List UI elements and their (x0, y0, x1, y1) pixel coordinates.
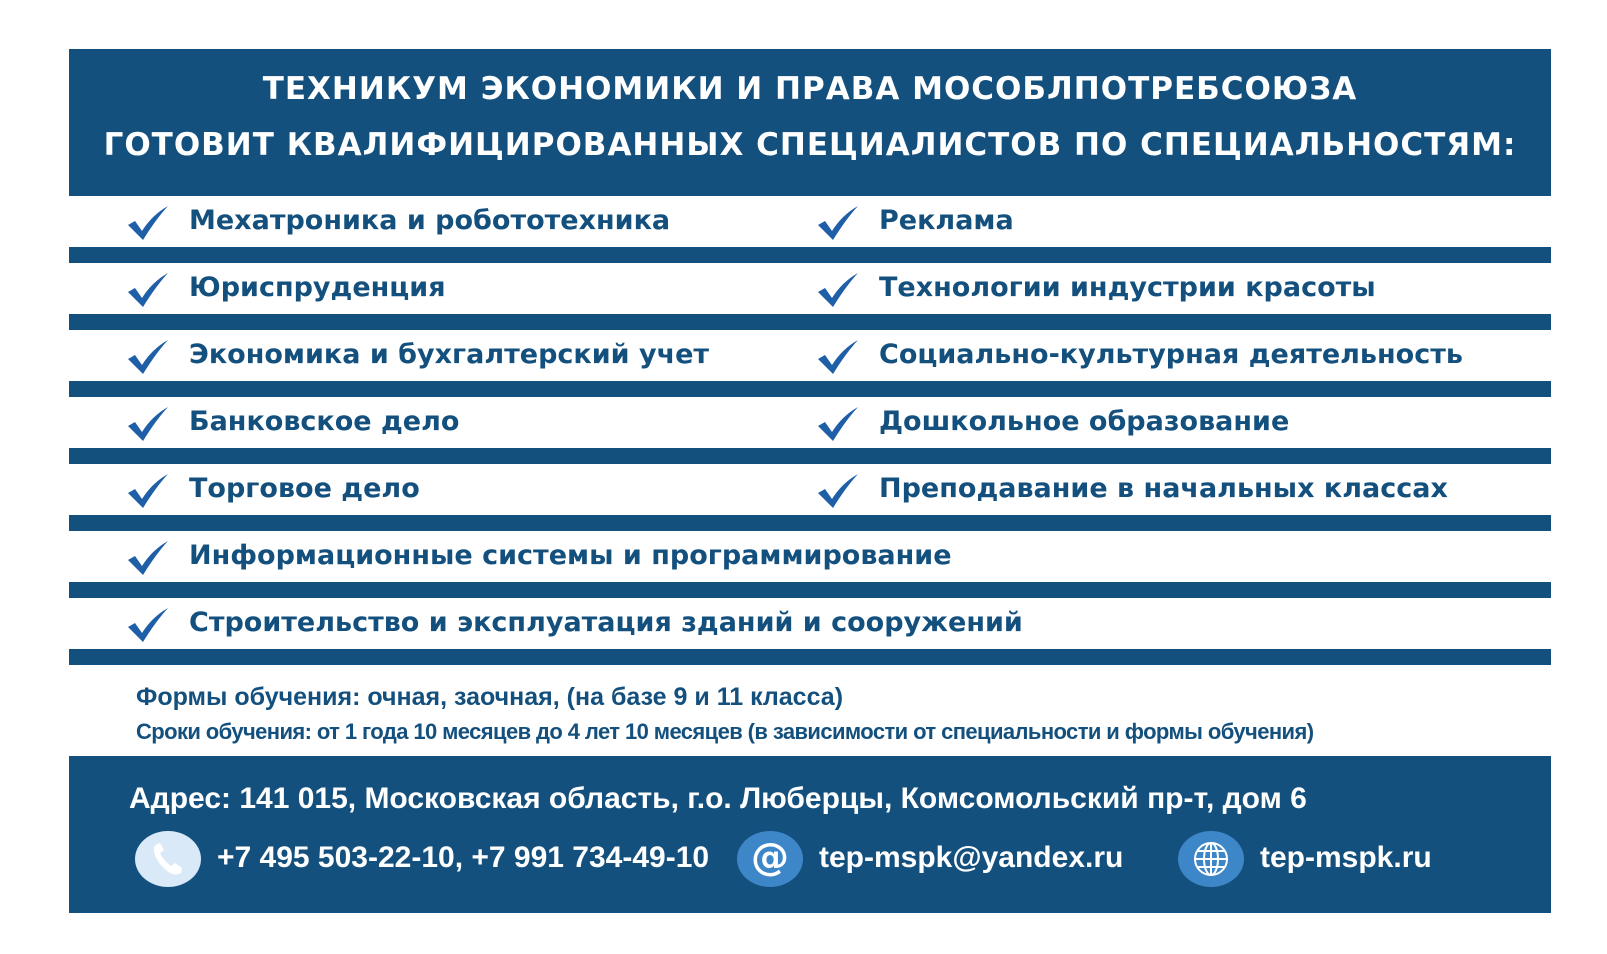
specialty-row (69, 397, 1551, 448)
divider (69, 582, 1551, 598)
checkmark-icon (126, 272, 170, 308)
checkmark-icon (816, 339, 860, 375)
at-sign-glyph: @ (751, 835, 789, 879)
specialty-row (69, 196, 1551, 247)
specialty-label: Социально-культурная деятельность (879, 339, 1463, 370)
header-title: ТЕХНИКУМ ЭКОНОМИКИ И ПРАВА МОСОБЛПОТРЕБСОЮЗА (262, 71, 1358, 107)
globe-icon (1178, 831, 1244, 887)
specialty-row (69, 263, 1551, 314)
specialty-label: Юриспруденция (189, 272, 446, 303)
checkmark-icon (126, 339, 170, 375)
email-address[interactable]: tep-mspk@yandex.ru (819, 841, 1124, 874)
phone-icon (135, 831, 201, 887)
at-sign-icon (737, 831, 803, 887)
specialty-label: Мехатроника и робототехника (189, 205, 671, 236)
header-subtitle: ГОТОВИТ КВАЛИФИЦИРОВАННЫХ СПЕЦИАЛИСТОВ ПО СПЕЦИАЛЬНОСТЯМ: (103, 127, 1517, 163)
specialty-label: Дошкольное образование (879, 406, 1290, 437)
specialty-label: Технологии индустрии красоты (879, 272, 1376, 303)
checkmark-icon (816, 205, 860, 241)
checkmark-icon (126, 205, 170, 241)
specialty-label: Строительство и эксплуатация зданий и сооружений (189, 607, 1023, 638)
specialty-row (69, 330, 1551, 381)
divider (69, 381, 1551, 397)
specialty-label: Экономика и бухгалтерский учет (189, 339, 710, 370)
checkmark-icon (816, 406, 860, 442)
checkmark-icon (126, 540, 170, 576)
address-text: Адрес: 141 015, Московская область, г.о. Люберцы, Комсомольский пр-т, дом 6 (129, 782, 1307, 815)
checkmark-icon (126, 406, 170, 442)
divider (69, 314, 1551, 330)
specialty-label: Преподавание в начальных классах (879, 473, 1448, 504)
checkmark-icon (126, 607, 170, 643)
specialty-row (69, 598, 1551, 649)
checkmark-icon (126, 473, 170, 509)
divider (69, 247, 1551, 263)
specialty-label: Банковское дело (189, 406, 460, 437)
divider (69, 448, 1551, 464)
specialty-row (69, 464, 1551, 515)
divider (69, 649, 1551, 665)
specialty-label: Реклама (879, 205, 1014, 236)
checkmark-icon (816, 473, 860, 509)
contact-footer (69, 756, 1551, 913)
specialty-label: Торговое дело (189, 473, 420, 504)
phone-numbers[interactable]: +7 495 503-22-10, +7 991 734-49-10 (217, 841, 710, 874)
study-forms-text: Формы обучения: очная, заочная, (на базе 9 и 11 класса) (136, 683, 844, 711)
website-url[interactable]: tep-mspk.ru (1260, 841, 1432, 874)
divider (69, 515, 1551, 531)
info-card (69, 49, 1551, 913)
specialty-row (69, 531, 1551, 582)
specialty-label: Информационные системы и программирование (189, 540, 952, 571)
checkmark-icon (816, 272, 860, 308)
header-banner (69, 49, 1551, 196)
study-terms-text: Сроки обучения: от 1 года 10 месяцев до 4 лет 10 месяцев (в зависимости от специальности и формы обучения) (136, 719, 1314, 744)
